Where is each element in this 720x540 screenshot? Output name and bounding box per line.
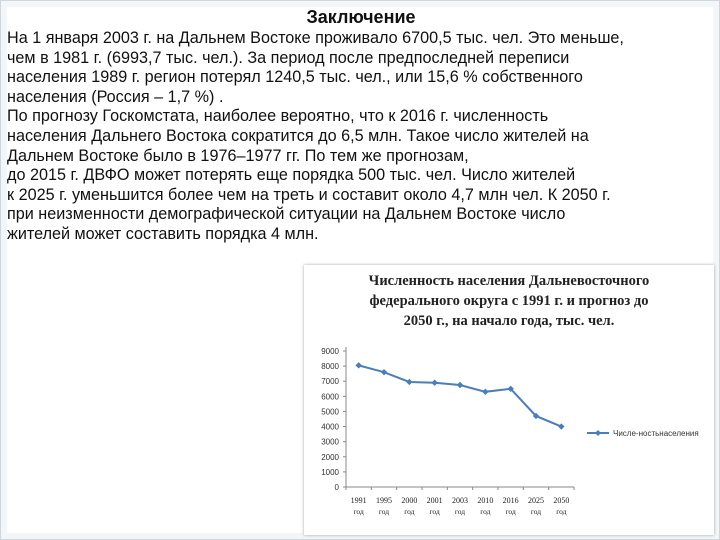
slide-title: Заключение xyxy=(306,7,416,27)
text-line: до 2015 г. ДВФО может потерять еще порядка 500 тыс. чел. Число жителей xyxy=(7,166,576,185)
x-tick-sublabel: год xyxy=(429,507,440,516)
x-tick-label: 1991 xyxy=(350,496,367,505)
series-line xyxy=(359,365,562,426)
x-tick-sublabel: год xyxy=(404,507,415,516)
x-tick-label: 2025 xyxy=(528,496,544,505)
data-point xyxy=(457,382,463,388)
data-point xyxy=(355,362,361,368)
y-tick-label: 6000 xyxy=(321,392,339,402)
x-tick-label: 2003 xyxy=(452,496,468,505)
x-tick-sublabel: год xyxy=(480,507,491,516)
y-tick-label: 0 xyxy=(334,483,339,492)
x-tick-sublabel: год xyxy=(505,507,516,516)
x-tick-label: 2001 xyxy=(426,496,443,505)
x-tick-label: 2016 xyxy=(502,496,519,505)
text-line: На 1 января 2003 г. на Дальнем Востоке проживало 6700,5 тыс. чел. Это меньше, xyxy=(7,29,624,47)
text-line: населения (Россия – 1,7 %) . xyxy=(7,87,224,106)
legend-marker xyxy=(595,430,601,436)
y-tick-label: 5000 xyxy=(321,407,339,417)
text-line: По прогнозу Госкомстата, наиболее вероятно, что к 2016 г. численность xyxy=(7,107,549,126)
x-tick-label: 1995 xyxy=(376,496,392,505)
y-tick-label: 4000 xyxy=(321,422,339,432)
text-line: Дальнем Востоке было в 1976–1977 гг. По тем же прогнозам, xyxy=(7,146,469,165)
body-text xyxy=(7,29,713,245)
data-point xyxy=(406,379,412,385)
population-chart xyxy=(304,265,714,535)
x-tick-label: 2050 xyxy=(553,496,570,505)
x-tick-sublabel: год xyxy=(530,507,542,516)
x-tick-sublabel: год xyxy=(378,507,390,516)
x-tick-sublabel: год xyxy=(454,507,466,516)
text-line: населения Дальнего Востока сократится до 6,5 млн. Такое число жителей на xyxy=(7,126,589,145)
data-point xyxy=(381,369,387,375)
data-point xyxy=(431,380,437,386)
y-tick-label: 1000 xyxy=(321,467,339,477)
text-line: населения 1989 г. регион потерял 1240,5 тыс. чел., или 15,6 % собственного xyxy=(7,68,583,87)
y-tick-label: 8000 xyxy=(321,362,339,372)
x-tick-label: 2010 xyxy=(477,496,494,505)
text-line: жителей может составить порядка 4 млн. xyxy=(7,224,319,243)
data-point xyxy=(482,389,488,395)
x-tick-label: 2000 xyxy=(401,496,418,505)
y-tick-label: 9000 xyxy=(321,347,339,356)
y-tick-label: 2000 xyxy=(321,452,339,462)
chart-title-line: Численность населения Дальневосточного xyxy=(368,273,650,289)
x-tick-sublabel: год xyxy=(353,507,364,516)
chart-title-line: 2050 г., на начало года, тыс. чел. xyxy=(403,313,615,329)
text-line: к 2025 г. уменьшится более чем на треть и составит около 4,7 млн чел. К 2050 г. xyxy=(7,185,611,204)
chart-plot xyxy=(304,265,714,535)
data-point xyxy=(558,423,564,429)
y-tick-label: 7000 xyxy=(321,377,339,387)
text-line: при неизменности демографической ситуации на Дальнем Востоке число xyxy=(7,205,566,224)
text-line: чем в 1981 г. (6993,7 тыс. чел.). За период после предпоследней переписи xyxy=(7,48,570,67)
chart-title-line: федерального округа с 1991 г. и прогноз до xyxy=(369,293,649,309)
legend-label: Числе-ностьнаселения xyxy=(613,429,699,438)
x-tick-sublabel: год xyxy=(556,507,567,516)
y-tick-label: 3000 xyxy=(321,437,339,447)
